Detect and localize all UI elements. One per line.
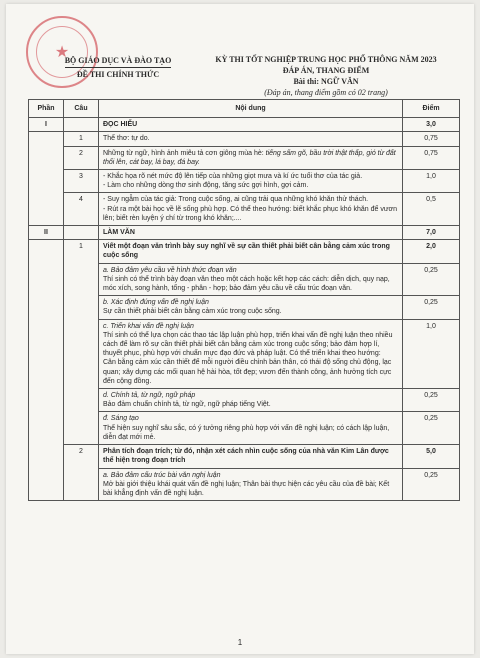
table-row (29, 146, 460, 169)
col-header-part: Phần (29, 100, 64, 118)
answer-score: 1,0 (403, 170, 460, 193)
section-title: ĐỌC HIỂU (99, 118, 403, 132)
header-left (58, 54, 178, 81)
question-number: 2 (64, 146, 99, 169)
answer-score: 0,5 (403, 193, 460, 226)
table-header-row (29, 100, 460, 118)
empty-cell (29, 240, 64, 501)
empty-cell (64, 118, 99, 132)
answer-score: 0,75 (403, 132, 460, 146)
table-row (29, 240, 460, 263)
answer-title: ĐÁP ÁN, THANG ĐIỂM (282, 66, 370, 75)
answer-line: - Suy ngẫm của tác giả: Trong cuộc sống, ai cũng trải qua những khó khăn thử thách. (103, 196, 369, 204)
subject-title: Bài thi: NGỮ VĂN (293, 77, 359, 86)
answer-text: Thể thơ: tự do. (99, 132, 403, 146)
answer-table (28, 99, 460, 501)
page-note: (Đáp án, thang điểm gồm có 02 trang) (264, 88, 388, 97)
section-row (29, 118, 460, 132)
criterion-title: a. Bảo đảm yêu cầu về hình thức đoạn văn (103, 266, 237, 274)
question-score: 2,0 (403, 240, 460, 263)
section-title: LÀM VĂN (99, 226, 403, 240)
criterion-score: 1,0 (403, 319, 460, 388)
criterion-title: c. Triển khai vấn đề nghị luận (103, 322, 194, 330)
criterion (99, 389, 403, 412)
exam-title: KỲ THI TỐT NGHIỆP TRUNG HỌC PHỔ THÔNG NĂM 2023 (215, 55, 437, 64)
official-label: ĐỀ THI CHÍNH THỨC (76, 70, 160, 79)
criterion (99, 263, 403, 296)
question-number: 1 (64, 132, 99, 146)
col-header-question: Câu (64, 100, 99, 118)
answer-line: - Khắc họa rõ nét mức độ lên tiếp của những giọt mưa và kí ức tuổi thơ của tác giả. (103, 173, 363, 181)
answer-text (99, 170, 403, 193)
header-right (186, 54, 466, 98)
section-score: 3,0 (403, 118, 460, 132)
official-seal: ★ (26, 16, 98, 88)
section-row (29, 226, 460, 240)
answer-score: 0,75 (403, 146, 460, 169)
question-title: Phân tích đoạn trích; từ đó, nhận xét cách nhìn cuộc sống của nhà văn Kim Lân được thể hiện trong đoạn trích (99, 445, 403, 468)
empty-cell (29, 132, 64, 226)
section-part: II (29, 226, 64, 240)
table-row (29, 170, 460, 193)
col-header-content: Nội dung (99, 100, 403, 118)
section-score: 7,0 (403, 226, 460, 240)
criterion-text: Sự cần thiết phải biết cân bằng cảm xúc trong cuộc sống. (103, 308, 282, 316)
answer-text-italic: tiếng sấm gõ, bầu trời thật thấp, gió từ đất thổi lên, cát bay, lá bay, đá bay. (103, 149, 396, 166)
criterion-score: 0,25 (403, 263, 460, 296)
criterion-score: 0,25 (403, 468, 460, 501)
answer-line: - Làm cho những dòng thơ sinh động, tăng sức gợi hình, gợi cảm. (103, 182, 309, 190)
page-number: 1 (237, 638, 243, 647)
criterion-text: Thí sinh có thể trình bày đoạn văn theo một cách hoặc kết hợp các cách: diễn dịch, quy nạp, móc xích, song hành, tổng - phân - hợp; bảo đảm yêu cầu về cấu trúc đoạn văn. (103, 275, 390, 293)
criterion-text: Cân bằng cảm xúc cần thiết để mỗi người điều chỉnh bản thân, có thái độ sống chủ động, lạc quan; xây dựng các mối quan hệ hài hòa, tốt đẹp; vươn đến thành công, ảnh hưởng tích cực đến cộng đồng. (103, 359, 392, 385)
criterion-text: Bảo đảm chuẩn chính tả, từ ngữ, ngữ pháp tiếng Việt. (103, 401, 271, 409)
criterion-score: 0,25 (403, 412, 460, 445)
table-row (29, 132, 460, 146)
col-header-score: Điểm (403, 100, 460, 118)
empty-cell (64, 226, 99, 240)
table-row (29, 193, 460, 226)
criterion (99, 412, 403, 445)
criterion (99, 468, 403, 501)
criterion (99, 296, 403, 319)
criterion-title: b. Xác định đúng vấn đề nghị luận (103, 299, 209, 307)
answer-text (99, 193, 403, 226)
ministry-name: BỘ GIÁO DỤC VÀ ĐÀO TẠO (65, 54, 172, 68)
document-page (6, 4, 474, 654)
criterion-title: d. Chính tả, từ ngữ, ngữ pháp (103, 392, 196, 400)
criterion-text: Thí sinh có thể lựa chọn các thao tác lập luận phù hợp, triển khai vấn đề nghị luận theo nhiều cách để làm rõ sự cần thiết phải biết cân bằng cảm xúc trong cuộc sống; bảo đảm hợp lí, thuyết phục, phù hợp với chuẩn mực đạo đức và pháp luật. Có thể triển khai theo hướng: (103, 331, 393, 358)
question-number: 1 (64, 240, 99, 445)
criterion-text: Thể hiện suy nghĩ sâu sắc, có ý tưởng riêng phù hợp với vấn đề nghị luận; có cách lập luận, diễn đạt mới mẻ. (103, 424, 390, 441)
criterion-score: 0,25 (403, 296, 460, 319)
criterion-title: a. Bảo đảm cấu trúc bài văn nghị luận (103, 471, 221, 479)
criterion-text: Mở bài giới thiệu khái quát vấn đề nghị luận; Thân bài thực hiện các yêu cầu của đề bài; Kết bài khẳng định vấn đề nghị luận. (103, 480, 390, 497)
answer-text-plain: Những từ ngữ, hình ảnh miêu tả cơn giông mùa hè: (103, 149, 266, 157)
section-part: I (29, 118, 64, 132)
criterion-score: 0,25 (403, 389, 460, 412)
answer-line: - Rút ra một bài học về lẽ sống phù hợp. Có thể theo hướng: biết khắc phục khó khăn để vươn lên; biết rèn luyện ý chí từ trong khó khăn;.... (103, 205, 397, 222)
criterion-title: đ. Sáng tạo (103, 415, 139, 423)
question-number: 2 (64, 445, 99, 501)
criterion (99, 319, 403, 388)
table-row (29, 445, 460, 468)
answer-text (99, 146, 403, 169)
question-score: 5,0 (403, 445, 460, 468)
question-title: Viết một đoạn văn trình bày suy nghĩ về sự cần thiết phải biết cân bằng cảm xúc trong cuộc sống (99, 240, 403, 263)
question-number: 3 (64, 170, 99, 193)
question-number: 4 (64, 193, 99, 226)
